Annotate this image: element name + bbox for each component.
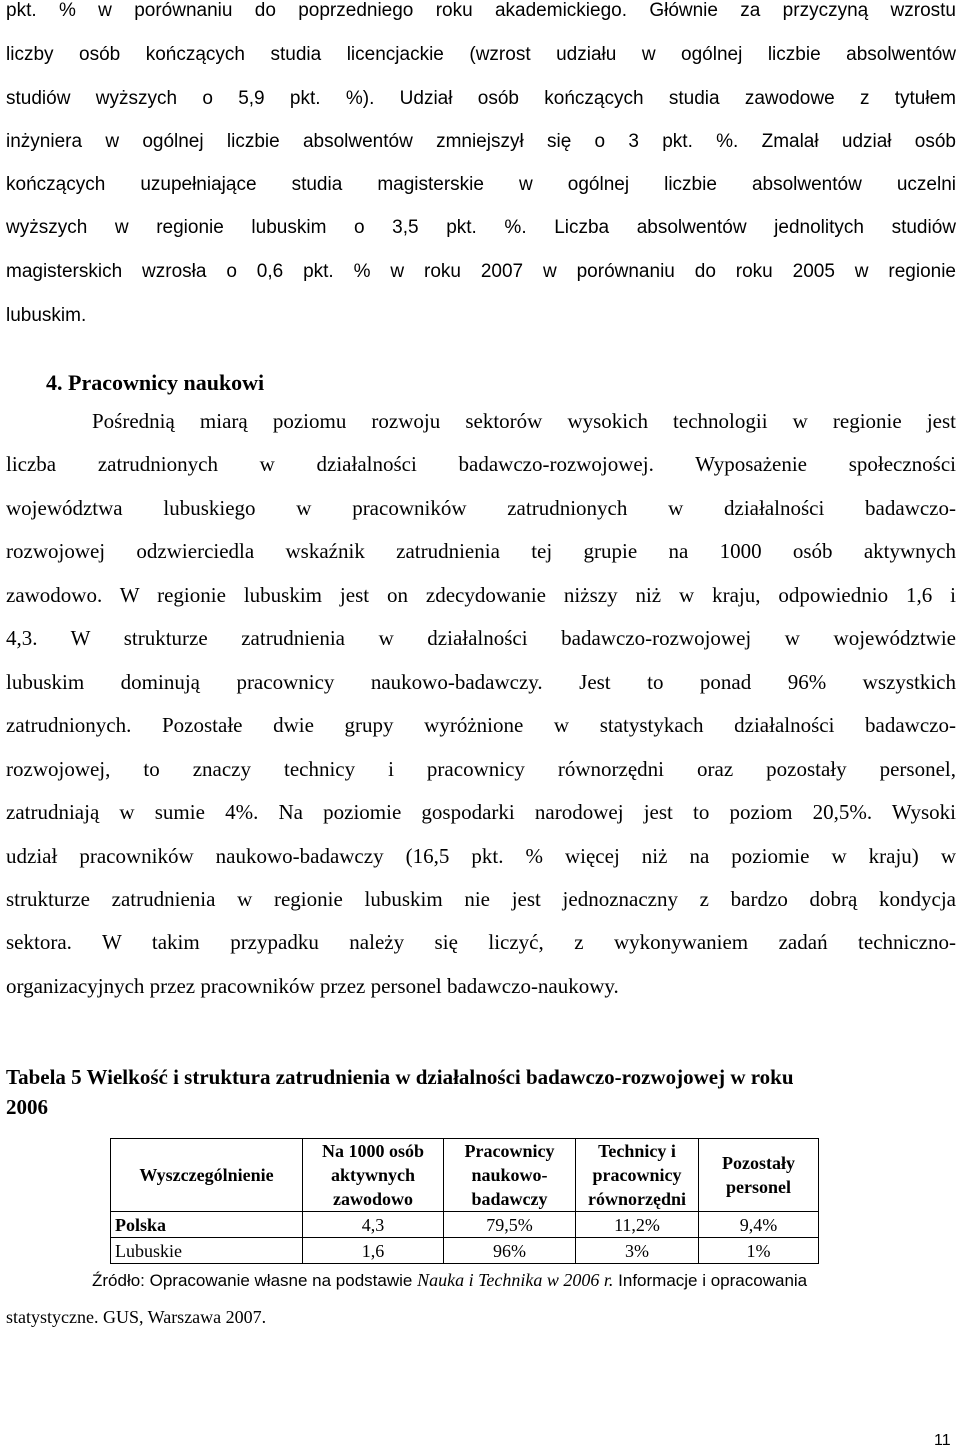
table-cell: Lubuskie (111, 1238, 303, 1264)
source-title: Nauka i Technika w 2006 r. (417, 1270, 614, 1290)
text-line: 4,3. W strukturze zatrudnienia w działalności badawczo-rozwojowej w województwie (6, 626, 956, 650)
data-table (110, 1138, 819, 1264)
text-line: pkt. % w porównaniu do poprzedniego roku akademickiego. Głównie za przyczyną wzrostu (6, 0, 956, 21)
table-caption (6, 1062, 956, 1122)
text-line: udział pracowników naukowo-badawczy (16,5 pkt. % więcej niż na poziomie w kraju) w (6, 844, 956, 868)
text-line: zawodowo. W regionie lubuskim jest on zdecydowanie niższy niż w kraju, odpowiednio 1,6 i (6, 583, 956, 607)
table-cell: 3% (576, 1238, 699, 1264)
table-header-cell: Pozostały personel (699, 1139, 819, 1212)
source-note (92, 1270, 807, 1291)
source-prefix: Źródło: Opracowanie własne na podstawie (92, 1271, 418, 1290)
table-cell: 1,6 (303, 1238, 444, 1264)
text-line: strukturze zatrudnienia w regionie lubuskim nie jest jednoznaczny z bardzo dobrą kondycja (6, 887, 956, 911)
page-number: 11 (934, 1432, 951, 1449)
table-header-cell: Pracownicy naukowo-badawczy (444, 1139, 576, 1212)
text-line: rozwojowej, to znaczy technicy i pracownicy równorzędni oraz pozostały personel, (6, 757, 956, 781)
text-line: zatrudniają w sumie 4%. Na poziomie gospodarki narodowej jest to poziom 20,5%. Wysoki (6, 800, 956, 824)
text-line: lubuskim dominują pracownicy naukowo-badawczy. Jest to ponad 96% wszystkich (6, 670, 956, 694)
section-heading: 4. Pracownicy naukowi (46, 370, 265, 395)
text-line: organizacyjnych przez pracowników przez personel badawczo-naukowy. (6, 974, 619, 998)
text-line: województwa lubuskiego w pracowników zatrudnionych w działalności badawczo- (6, 496, 956, 520)
text-line: studiów wyższych o 5,9 pkt. %). Udział osób kończących studia zawodowe z tytułem (6, 88, 956, 109)
table-header-row (111, 1139, 819, 1212)
text-line: kończących uzupełniające studia magisterskie w ogólnej liczbie absolwentów uczelni (6, 174, 956, 195)
text-line: inżyniera w ogólnej liczbie absolwentów zmniejszył się o 3 pkt. %. Zmalał udział osób (6, 131, 956, 152)
table-cell: 4,3 (303, 1212, 444, 1238)
table-header-cell: Wyszczególnienie (111, 1139, 303, 1212)
source-suffix: Informacje i opracowania (613, 1271, 808, 1290)
table-cell: Polska (111, 1212, 303, 1238)
table-cell: 11,2% (576, 1212, 699, 1238)
text-line: liczby osób kończących studia licencjackie (wzrost udziału w ogólnej liczbie absolwentów (6, 44, 956, 65)
table-row (111, 1238, 819, 1264)
text-line: lubuskim. (6, 305, 87, 326)
table-cell: 1% (699, 1238, 819, 1264)
text-line: liczba zatrudnionych w działalności badawczo-rozwojowej. Wyposażenie społeczności (6, 452, 956, 476)
table-caption-line: Tabela 5 Wielkość i struktura zatrudnienia w działalności badawczo-rozwojowej w roku (6, 1065, 794, 1089)
source-note-line2: statystyczne. GUS, Warszawa 2007. (6, 1307, 267, 1327)
table-row (111, 1212, 819, 1238)
text-line: rozwojowej odzwierciedla wskaźnik zatrudnienia tej grupie na 1000 osób aktywnych (6, 539, 956, 563)
table-caption-line: 2006 (6, 1095, 48, 1119)
text-line: sektora. W takim przypadku należy się liczyć, z wykonywaniem zadań techniczno- (6, 930, 956, 954)
text-line: wyższych w regionie lubuskim o 3,5 pkt. %. Liczba absolwentów jednolitych studiów (6, 217, 956, 238)
table-cell: 79,5% (444, 1212, 576, 1238)
table-header-cell: Na 1000 osób aktywnych zawodowo (303, 1139, 444, 1212)
text-line: Pośrednią miarą poziomu rozwoju sektorów wysokich technologii w regionie jest (92, 409, 956, 433)
text-line: zatrudnionych. Pozostałe dwie grupy wyróżnione w statystykach działalności badawczo- (6, 713, 956, 737)
text-line: magisterskich wzrosła o 0,6 pkt. % w roku 2007 w porównaniu do roku 2005 w regionie (6, 261, 956, 282)
table-header-cell: Technicy i pracownicy równorzędni (576, 1139, 699, 1212)
table-cell: 96% (444, 1238, 576, 1264)
table-cell: 9,4% (699, 1212, 819, 1238)
